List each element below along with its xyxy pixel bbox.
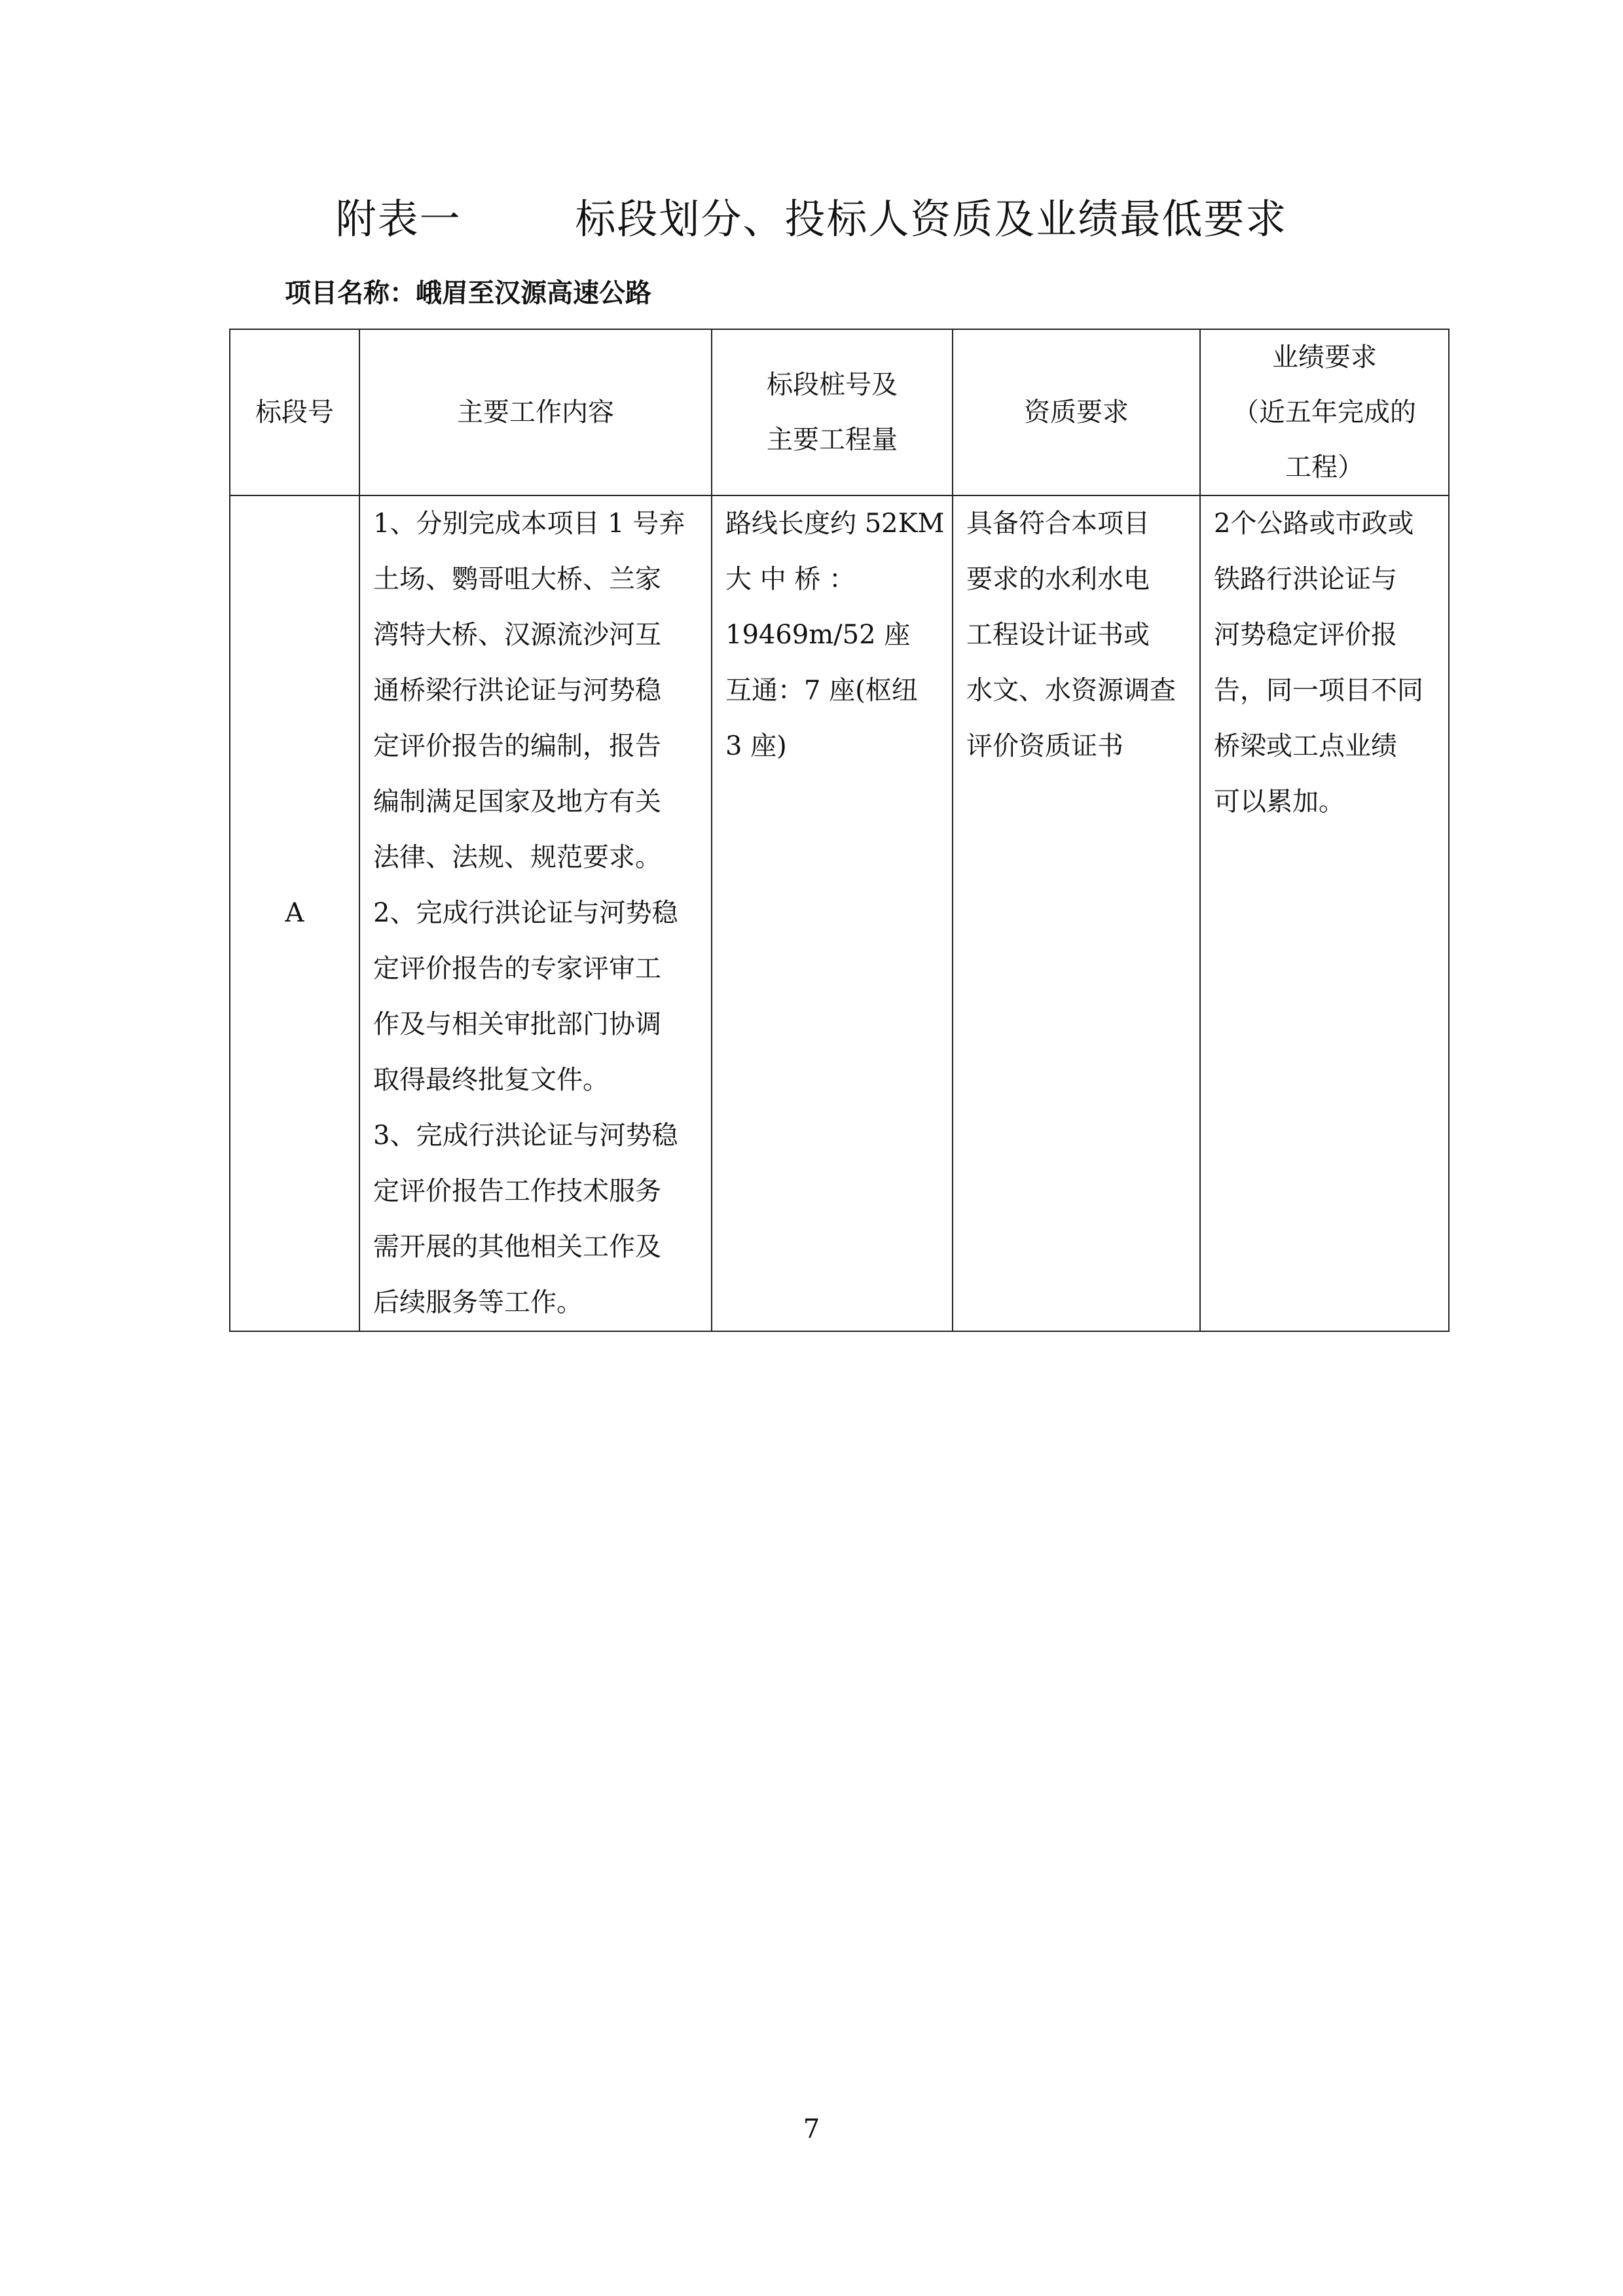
performance-line: 可以累加。 [1214, 787, 1345, 817]
header-qualification: 资质要求 [953, 329, 1200, 495]
work-line: 2、完成行洪论证与河势稳 [373, 898, 678, 928]
work-line: 定评价报告的编制，报告 [373, 731, 661, 761]
qualification-line: 水文、水资源调查 [966, 675, 1176, 706]
work-line: 定评价报告工作技术服务 [373, 1176, 661, 1206]
header-work-content: 主要工作内容 [359, 329, 712, 495]
work-line: 湾特大桥、汉源流沙河互 [373, 620, 661, 650]
header-performance-line: （近五年完成的 [1233, 397, 1416, 427]
work-line: 作及与相关审批部门协调 [373, 1009, 661, 1039]
work-line: 法律、法规、规范要求。 [373, 842, 661, 872]
document-title: 附表一 标段划分、投标人资质及业绩最低要求 [335, 195, 1288, 243]
cell-section-no: A [230, 495, 359, 1331]
work-line: 需开展的其他相关工作及 [373, 1232, 661, 1262]
header-performance [1200, 329, 1449, 495]
header-chainage-line: 主要工程量 [767, 425, 898, 455]
performance-line: 桥梁或工点业绩 [1214, 731, 1397, 761]
table-header-row [230, 329, 1449, 495]
cell-qualification [953, 495, 1200, 1331]
chainage-line: 19469m/52 座 [725, 620, 911, 650]
qualification-line: 评价资质证书 [966, 731, 1123, 761]
cell-performance [1200, 495, 1449, 1331]
qualification-line: 要求的水利水电 [966, 564, 1150, 594]
work-line: 1、分别完成本项目 1 号弃 [373, 509, 685, 539]
work-line: 土场、鹦哥咀大桥、兰家 [373, 564, 661, 594]
chainage-line: 路线长度约 52KM [725, 509, 945, 539]
page-number: 7 [803, 2114, 820, 2144]
work-line: 编制满足国家及地方有关 [373, 787, 661, 817]
performance-line: 2个公路或市政或 [1214, 509, 1414, 539]
cell-work-content [359, 495, 712, 1331]
qualification-line: 具备符合本项目 [966, 509, 1150, 539]
performance-line: 河势稳定评价报 [1214, 620, 1397, 650]
header-chainage-line: 标段桩号及 [767, 370, 898, 400]
cell-chainage-qty [712, 495, 953, 1331]
requirements-table [229, 329, 1450, 1332]
chainage-line: 3 座) [725, 731, 787, 761]
chainage-line: 互通：7 座(枢纽 [725, 675, 918, 706]
work-line: 后续服务等工作。 [373, 1287, 583, 1318]
work-line: 定评价报告的专家评审工 [373, 954, 661, 984]
performance-line: 告，同一项目不同 [1214, 675, 1423, 706]
work-line: 3、完成行洪论证与河势稳 [373, 1121, 678, 1151]
header-performance-line: 工程） [1285, 452, 1364, 482]
performance-line: 铁路行洪论证与 [1214, 564, 1397, 594]
header-chainage-qty [712, 329, 953, 495]
table-row [230, 495, 1449, 1331]
project-name: 项目名称：峨眉至汉源高速公路 [285, 278, 651, 308]
header-performance-line: 业绩要求 [1272, 342, 1377, 372]
qualification-line: 工程设计证书或 [966, 620, 1150, 650]
work-line: 通桥梁行洪论证与河势稳 [373, 675, 661, 706]
chainage-line: 大 中 桥 ： [725, 564, 856, 594]
header-section-no: 标段号 [230, 329, 359, 495]
work-line: 取得最终批复文件。 [373, 1065, 609, 1095]
